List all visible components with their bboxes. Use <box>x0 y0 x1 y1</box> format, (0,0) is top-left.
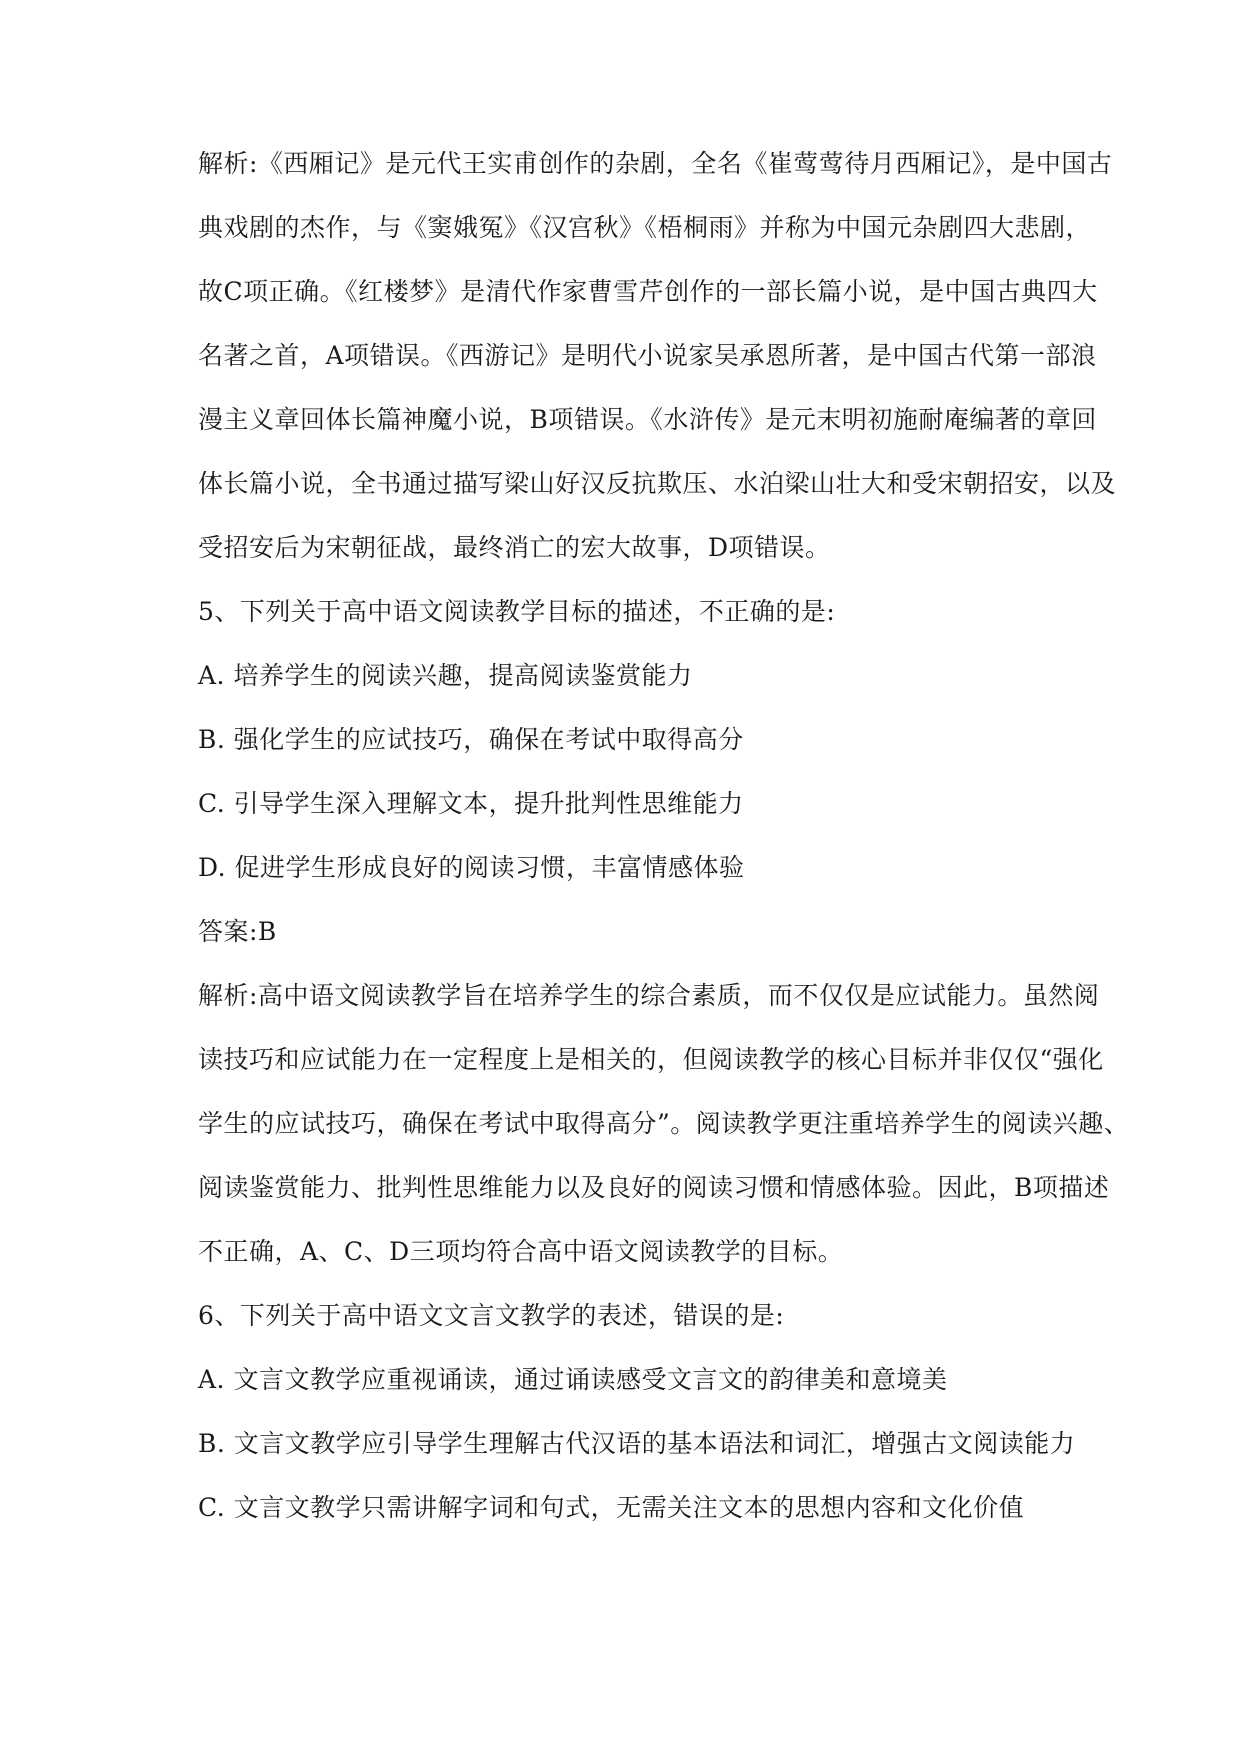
analysis-5-line-2: 读技巧和应试能力在一定程度上是相关的，但阅读教学的核心目标并非仅仅“强化 <box>198 1045 1104 1074</box>
analysis-4-line-3: 故C项正确。《红楼梦》是清代作家曹雪芹创作的一部长篇小说，是中国古典四大 <box>198 277 1098 306</box>
analysis-4-line-5: 漫主义章回体长篇神魔小说，B项错误。《水浒传》是元末明初施耐庵编著的章回 <box>198 405 1097 434</box>
analysis-5-line-3: 学生的应试技巧，确保在考试中取得高分”。阅读教学更注重培养学生的阅读兴趣、 <box>198 1109 1130 1138</box>
question-6-stem: 6、下列关于高中语文文言文教学的表述，错误的是: <box>198 1301 785 1330</box>
analysis-5-line-4: 阅读鉴赏能力、批判性思维能力以及良好的阅读习惯和情感体验。因此，B项描述 <box>198 1173 1110 1202</box>
question-5-option-c: C. 引导学生深入理解文本，提升批判性思维能力 <box>198 789 744 818</box>
question-5-option-a: A. 培养学生的阅读兴趣，提高阅读鉴赏能力 <box>198 661 693 690</box>
question-6-option-b: B. 文言文教学应引导学生理解古代汉语的基本语法和词汇，增强古文阅读能力 <box>198 1429 1076 1458</box>
analysis-4-line-2: 典戏剧的杰作，与《窦娥冤》《汉宫秋》《梧桐雨》并称为中国元杂剧四大悲剧， <box>198 213 1092 242</box>
question-5-stem: 5、下列关于高中语文阅读教学目标的描述，不正确的是: <box>198 597 836 626</box>
question-5-answer: 答案:B <box>198 917 277 946</box>
question-6-option-a: A. 文言文教学应重视诵读，通过诵读感受文言文的韵律美和意境美 <box>198 1365 948 1394</box>
question-5-option-b: B. 强化学生的应试技巧，确保在考试中取得高分 <box>198 725 744 754</box>
question-6-option-c: C. 文言文教学只需讲解字词和句式，无需关注文本的思想内容和文化价值 <box>198 1493 1025 1522</box>
analysis-5-line-1: 解析:高中语文阅读教学旨在培养学生的综合素质，而不仅仅是应试能力。虽然阅 <box>198 981 1100 1010</box>
analysis-4-line-7: 受招安后为宋朝征战，最终消亡的宏大故事，D项错误。 <box>198 533 831 562</box>
analysis-4-line-1: 解析:《西厢记》是元代王实甫创作的杂剧，全名《崔莺莺待月西厢记》，是中国古 <box>198 149 1113 178</box>
analysis-5-line-5: 不正确，A、C、D三项均符合高中语文阅读教学的目标。 <box>198 1237 844 1266</box>
analysis-4-line-4: 名著之首，A项错误。《西游记》是明代小说家吴承恩所著，是中国古代第一部浪 <box>198 341 1097 370</box>
question-5-option-d: D. 促进学生形成良好的阅读习惯，丰富情感体验 <box>198 853 745 882</box>
analysis-4-line-6: 体长篇小说，全书通过描写梁山好汉反抗欺压、水泊梁山壮大和受宋朝招安，以及 <box>198 469 1117 498</box>
